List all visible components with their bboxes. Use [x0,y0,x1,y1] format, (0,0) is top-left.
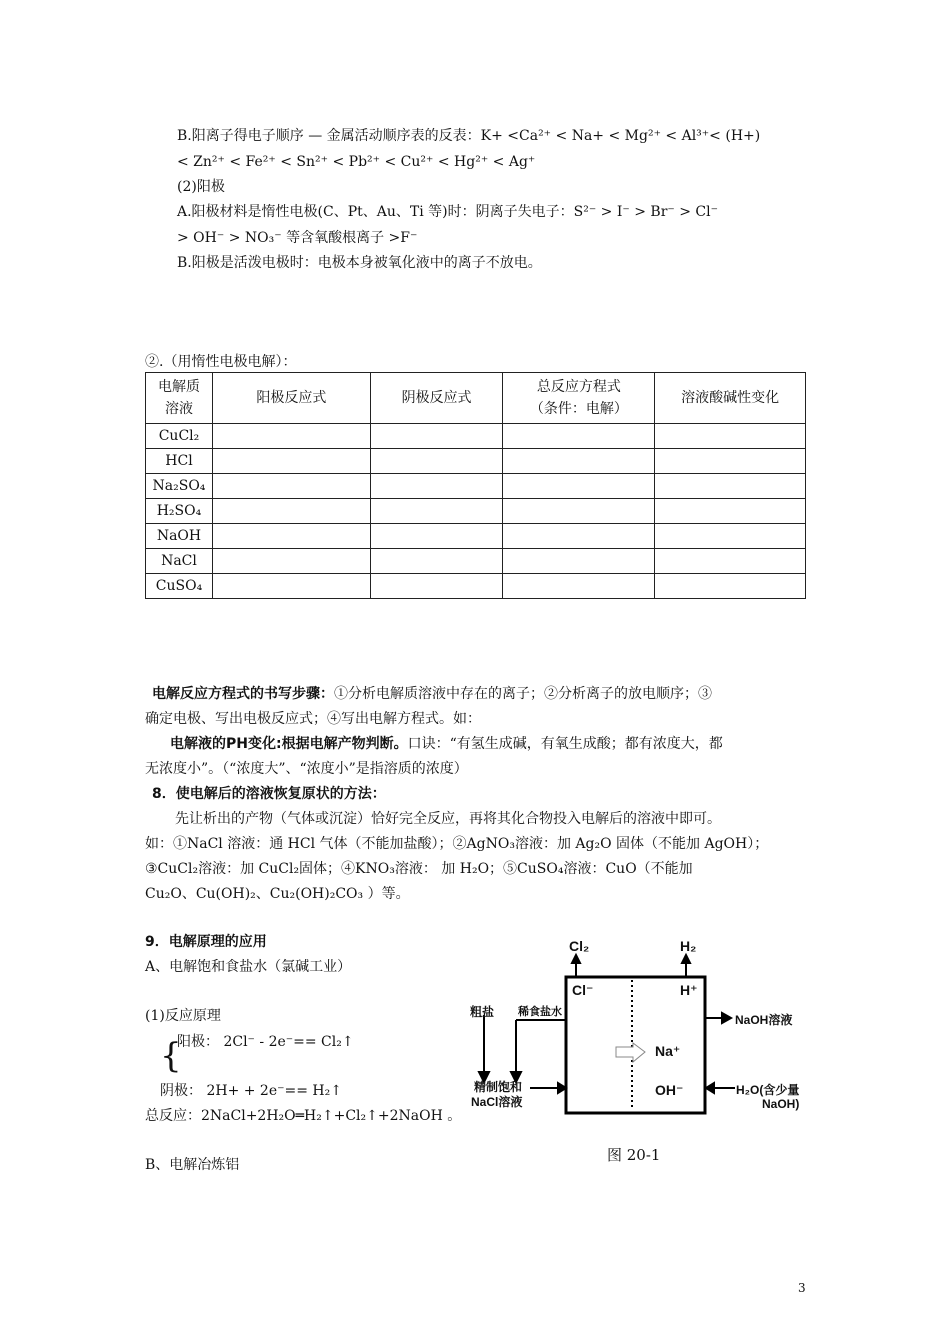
cation-order-line1: B.阳离子得电子顺序 — 金属活动顺序表的反表：K+ <Ca²⁺ < Na+ < Mg²⁺ < Al³⁺< (H+) [177,128,761,144]
section9-heading: 9．电解原理的应用 [145,934,267,950]
electrolyte-cell: HCl [146,449,213,474]
ph-title: 电解液的PH变化:根据电解产物判断。 [170,736,408,752]
header-cell: 电解质 溶液 [146,373,213,424]
steps-line2: 确定电极、写出电极反应式；④写出电解方程式。如： [145,711,481,727]
anode-heading: (2)阳极 [177,179,225,195]
cation-order-line2: < Zn²⁺ < Fe²⁺ < Sn²⁺ < Pb²⁺ < Cu²⁺ < Hg²⁺ < Ag⁺ [177,154,536,170]
header-cell: 总反应方程式 （条件：电解） [503,373,655,424]
refined-brine-label2: NaCl溶液 [471,1095,523,1109]
water-input-label2: NaOH) [762,1097,800,1111]
electrolyte-cell: CuCl₂ [146,424,213,449]
header-cell: 阴极反应式 [370,373,503,424]
active-electrode-line: B.阳极是活泼电极时：电极本身被氧化液中的离子不放电。 [177,255,542,271]
aluminium-heading: B、电解冶炼铝 [145,1157,240,1173]
total-equation: 总反应：2NaCl+2H₂O═H₂↑+Cl₂↑+2NaOH 。 [145,1108,462,1124]
cl2-label: Cl₂ [569,938,590,954]
page-number: 3 [798,1281,806,1295]
restore-line1: 先让析出的产物（气体或沉淀）恰好完全反应，再将其化合物投入电解后的溶液中即可。 [175,811,721,827]
ph-line2: 无浓度小”。（“浓度大”、“浓度小”是指溶质的浓度） [145,761,468,777]
electrolyte-cell: NaOH [146,524,213,549]
restore-line3: ③CuCl₂溶液：加 CuCl₂固体；④KNO₃溶液： 加 H₂O；⑤CuSO₄溶液：CuO（不能加 [145,861,693,877]
electrolyte-cell: Na₂SO₄ [146,474,213,499]
restore-line4: Cu₂O、Cu(OH)₂、Cu₂(OH)₂CO₃ ）等。 [145,886,410,902]
naoh-output-label: NaOH溶液 [735,1013,793,1027]
anion-order-line1: A.阳极材料是惰性电极(C、Pt、Au、Ti 等)时：阴离子失电子：S²⁻ > I⁻ > Br⁻ > Cl⁻ [177,204,718,220]
brace: { [160,1036,182,1076]
header-cell: 溶液酸碱性变化 [655,373,806,424]
dilute-brine-label: 稀食盐水 [518,1006,562,1018]
section8-heading: 8．使电解后的溶液恢复原状的方法： [152,786,386,802]
anode-equation: 阳极： 2Cl⁻ - 2e⁻== Cl₂↑ [177,1034,354,1050]
figure-caption: 图 20-1 [607,1146,661,1164]
cathode-equation: 阴极： 2H+ + 2e⁻== H₂↑ [160,1083,342,1099]
h2-label: H₂ [680,938,697,954]
principle-heading: (1)反应原理 [145,1008,221,1024]
header-cell: 阳极反应式 [212,373,370,424]
steps-text: ①分析电解质溶液中存在的离子；②分析离子的放电顺序；③ [334,686,712,702]
steps-title: 电解反应方程式的书写步骤： [152,686,334,702]
electrolyte-cell: NaCl [146,549,213,574]
restore-line2: 如：①NaCl 溶液：通 HCl 气体（不能加盐酸）；②AgNO₃溶液：加 Ag₂O 固体（不能加 AgOH）； [145,836,769,852]
crude-salt-label: 粗盐 [470,1005,495,1019]
chlor-alkali-heading: A、电解饱和食盐水（氯碱工业） [145,959,352,975]
electrolyte-cell: H₂SO₄ [146,499,213,524]
electrolyte-cell: CuSO₄ [146,574,213,599]
table-caption: ②.（用惰性电极电解）： [145,354,297,370]
chloride-label: Cl⁻ [572,982,594,998]
anion-order-line2: > OH⁻ > NO₃⁻ 等含氧酸根离子 >F⁻ [177,230,418,246]
hydrogen-ion-label: H⁺ [680,982,698,998]
refined-brine-label1: 精制饱和 [474,1080,523,1094]
water-input-label1: H₂O(含少量 [736,1083,800,1097]
ph-text: 口诀：“有氢生成碱，有氧生成酸；都有浓度大，都 [407,736,723,752]
sodium-ion-label: Na⁺ [655,1043,681,1059]
hydroxide-label: OH⁻ [655,1082,684,1098]
